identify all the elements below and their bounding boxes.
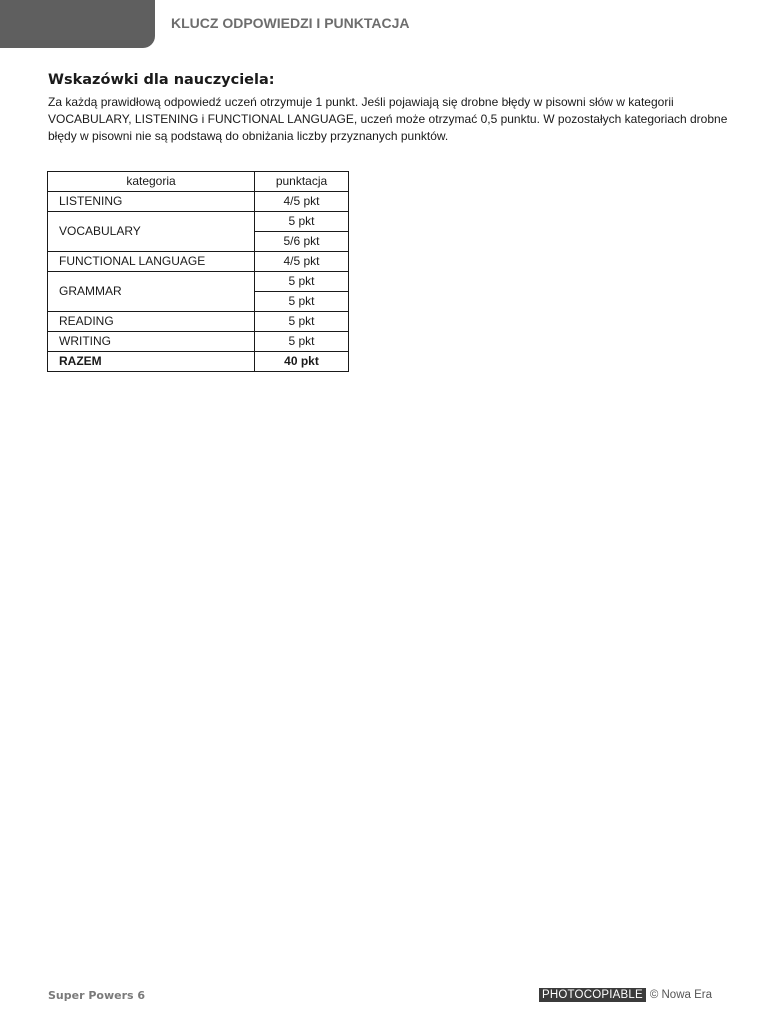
points-cell: 5 pkt xyxy=(255,312,349,332)
table-row xyxy=(48,312,349,332)
footer-copyright xyxy=(539,988,712,1002)
category-cell: GRAMMAR xyxy=(48,272,255,312)
points-cell: 5 pkt xyxy=(255,272,349,292)
points-cell: 4/5 pkt xyxy=(255,192,349,212)
points-cell: 4/5 pkt xyxy=(255,252,349,272)
category-cell: LISTENING xyxy=(48,192,255,212)
points-cell: 5 pkt xyxy=(255,292,349,312)
table-row xyxy=(48,332,349,352)
category-cell: FUNCTIONAL LANGUAGE xyxy=(48,252,255,272)
points-cell: 5/6 pkt xyxy=(255,232,349,252)
total-points-cell: 40 pkt xyxy=(255,352,349,372)
points-cell: 5 pkt xyxy=(255,212,349,232)
category-cell: READING xyxy=(48,312,255,332)
category-cell: VOCABULARY xyxy=(48,212,255,252)
column-header-points: punktacja xyxy=(255,172,349,192)
section-title: Wskazówki dla nauczyciela: xyxy=(48,72,275,88)
header-title: KLUCZ ODPOWIEDZI I PUNKTACJA xyxy=(171,15,410,31)
publisher-copyright: © Nowa Era xyxy=(649,989,712,1001)
column-header-category: kategoria xyxy=(48,172,255,192)
points-cell: 5 pkt xyxy=(255,332,349,352)
table-row xyxy=(48,272,349,292)
table-row xyxy=(48,212,349,232)
header-tab xyxy=(0,0,155,48)
total-row xyxy=(48,352,349,372)
table-row xyxy=(48,252,349,272)
scoring-table xyxy=(47,171,349,372)
photocopiable-badge: PHOTOCOPIABLE xyxy=(539,988,646,1002)
total-label-cell: RAZEM xyxy=(48,352,255,372)
instructions-paragraph: Za każdą prawidłową odpowiedź uczeń otrzymuje 1 punkt. Jeśli pojawiają się drobne błędy w pisowni słów w kategorii VOCABULARY, LISTENING i FUNCTIONAL LANGUAGE, uczeń może otrzymać 0,5 punktu. W pozostałych kategoriach drobne błędy w pisowni nie są podstawą do obniżania liczby przyznanych punktów. xyxy=(48,95,728,143)
category-cell: WRITING xyxy=(48,332,255,352)
table-row xyxy=(48,192,349,212)
table-header-row xyxy=(48,172,349,192)
book-title: Super Powers 6 xyxy=(48,989,146,1002)
